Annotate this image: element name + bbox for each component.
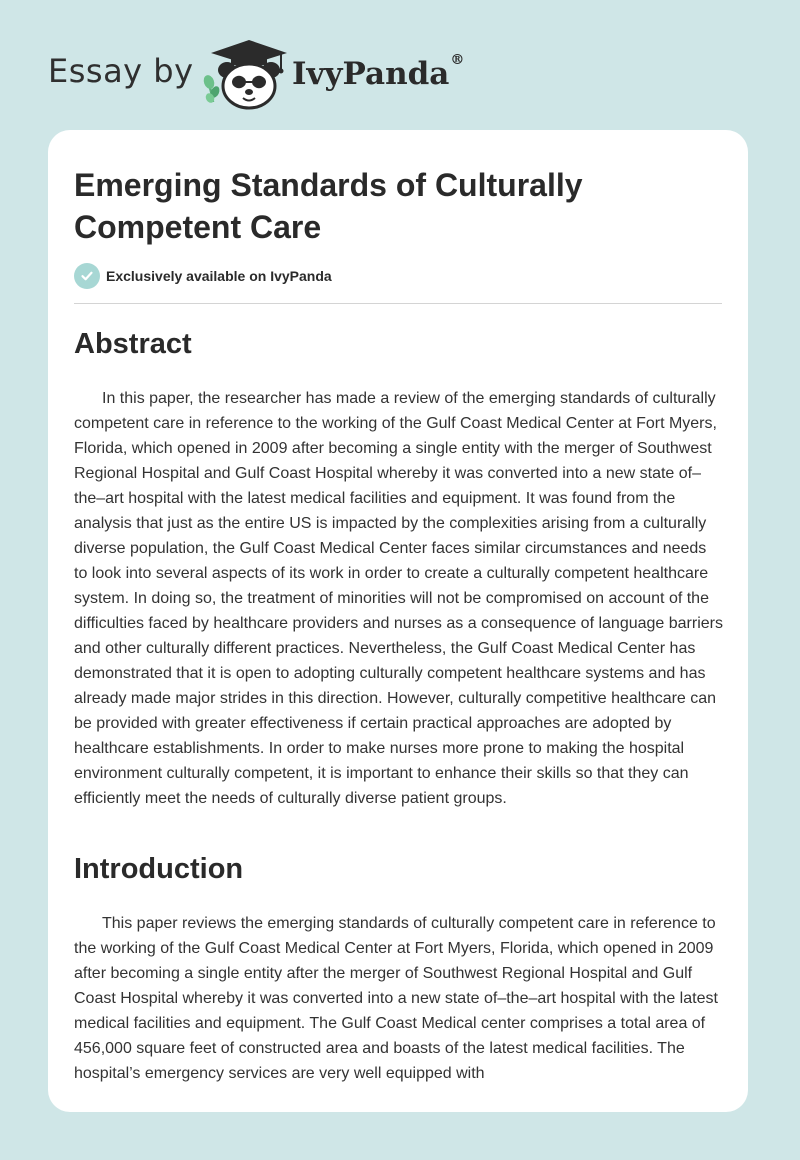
brand-name[interactable] bbox=[292, 52, 465, 92]
brand-name-text: IvyPanda bbox=[292, 56, 450, 92]
panda-graduate-icon[interactable] bbox=[201, 36, 291, 110]
abstract-paragraph: In this paper, the researcher has made a review of the emerging standards of culturally competent care in reference to the working of the Gulf Coast Medical Center at Fort Myers, Florida, which opened in 2009 after becoming a single entity with the merger of Southwest Regional Hospital and Gulf Coast Hospital whereby it was converted into a new state of–the–art hospital with the latest medical facilities and equipment. It was found from the analysis that just as the entire US is impacted by the complexities arising from a culturally diverse population, the Gulf Coast Medical Center faces similar circumstances and needs to look into several aspects of its work in order to create a culturally competent healthcare system. In doing so, the treatment of minorities will not be compromised on account of the difficulties faced by healthcare providers and nurses as a consequence of language barriers and other culturally different practices. Nevertheless, the Gulf Coast Medical Center has demonstrated that it is open to adopting culturally competent healthcare systems and has already made major strides in this direction. However, culturally competitive healthcare can be provided with greater effectiveness if certain practical approaches are adopted by healthcare establishments. In order to make nurses more prone to making the hospital environment culturally competent, it is important to enhance their skills so that they can efficiently meet the needs of culturally diverse patient groups. bbox=[74, 390, 723, 807]
check-circle-icon bbox=[74, 263, 100, 289]
introduction-section-body bbox=[74, 911, 724, 1086]
exclusive-badge bbox=[74, 263, 332, 289]
abstract-section-heading bbox=[74, 326, 724, 362]
registered-mark: ® bbox=[450, 52, 465, 68]
exclusive-badge-label: Exclusively available on IvyPanda bbox=[106, 268, 332, 284]
essay-title: Emerging Standards of Culturally Competent Care bbox=[74, 167, 583, 245]
site-header bbox=[48, 36, 568, 110]
title-divider bbox=[74, 303, 722, 304]
introduction-heading: Introduction bbox=[74, 853, 244, 885]
introduction-section-heading bbox=[74, 851, 724, 887]
essay-card bbox=[48, 130, 748, 1112]
abstract-heading: Abstract bbox=[74, 328, 192, 360]
essay-by-label: Essay by bbox=[48, 52, 194, 90]
introduction-paragraph: This paper reviews the emerging standards of culturally competent care in reference to the working of the Gulf Coast Medical Center at Fort Myers, Florida, which opened in 2009 after becoming a single entity after the merger of Southwest Regional Hospital and Gulf Coast Hospital whereby it was converted into a new state of–the–art hospital with the latest medical facilities and equipment. The Gulf Coast Medical center comprises a total area of 456,000 square feet of constructed area and boasts of the latest medical facilities. The hospital’s emergency services are very well equipped with bbox=[74, 915, 718, 1082]
abstract-section-body bbox=[74, 386, 724, 811]
